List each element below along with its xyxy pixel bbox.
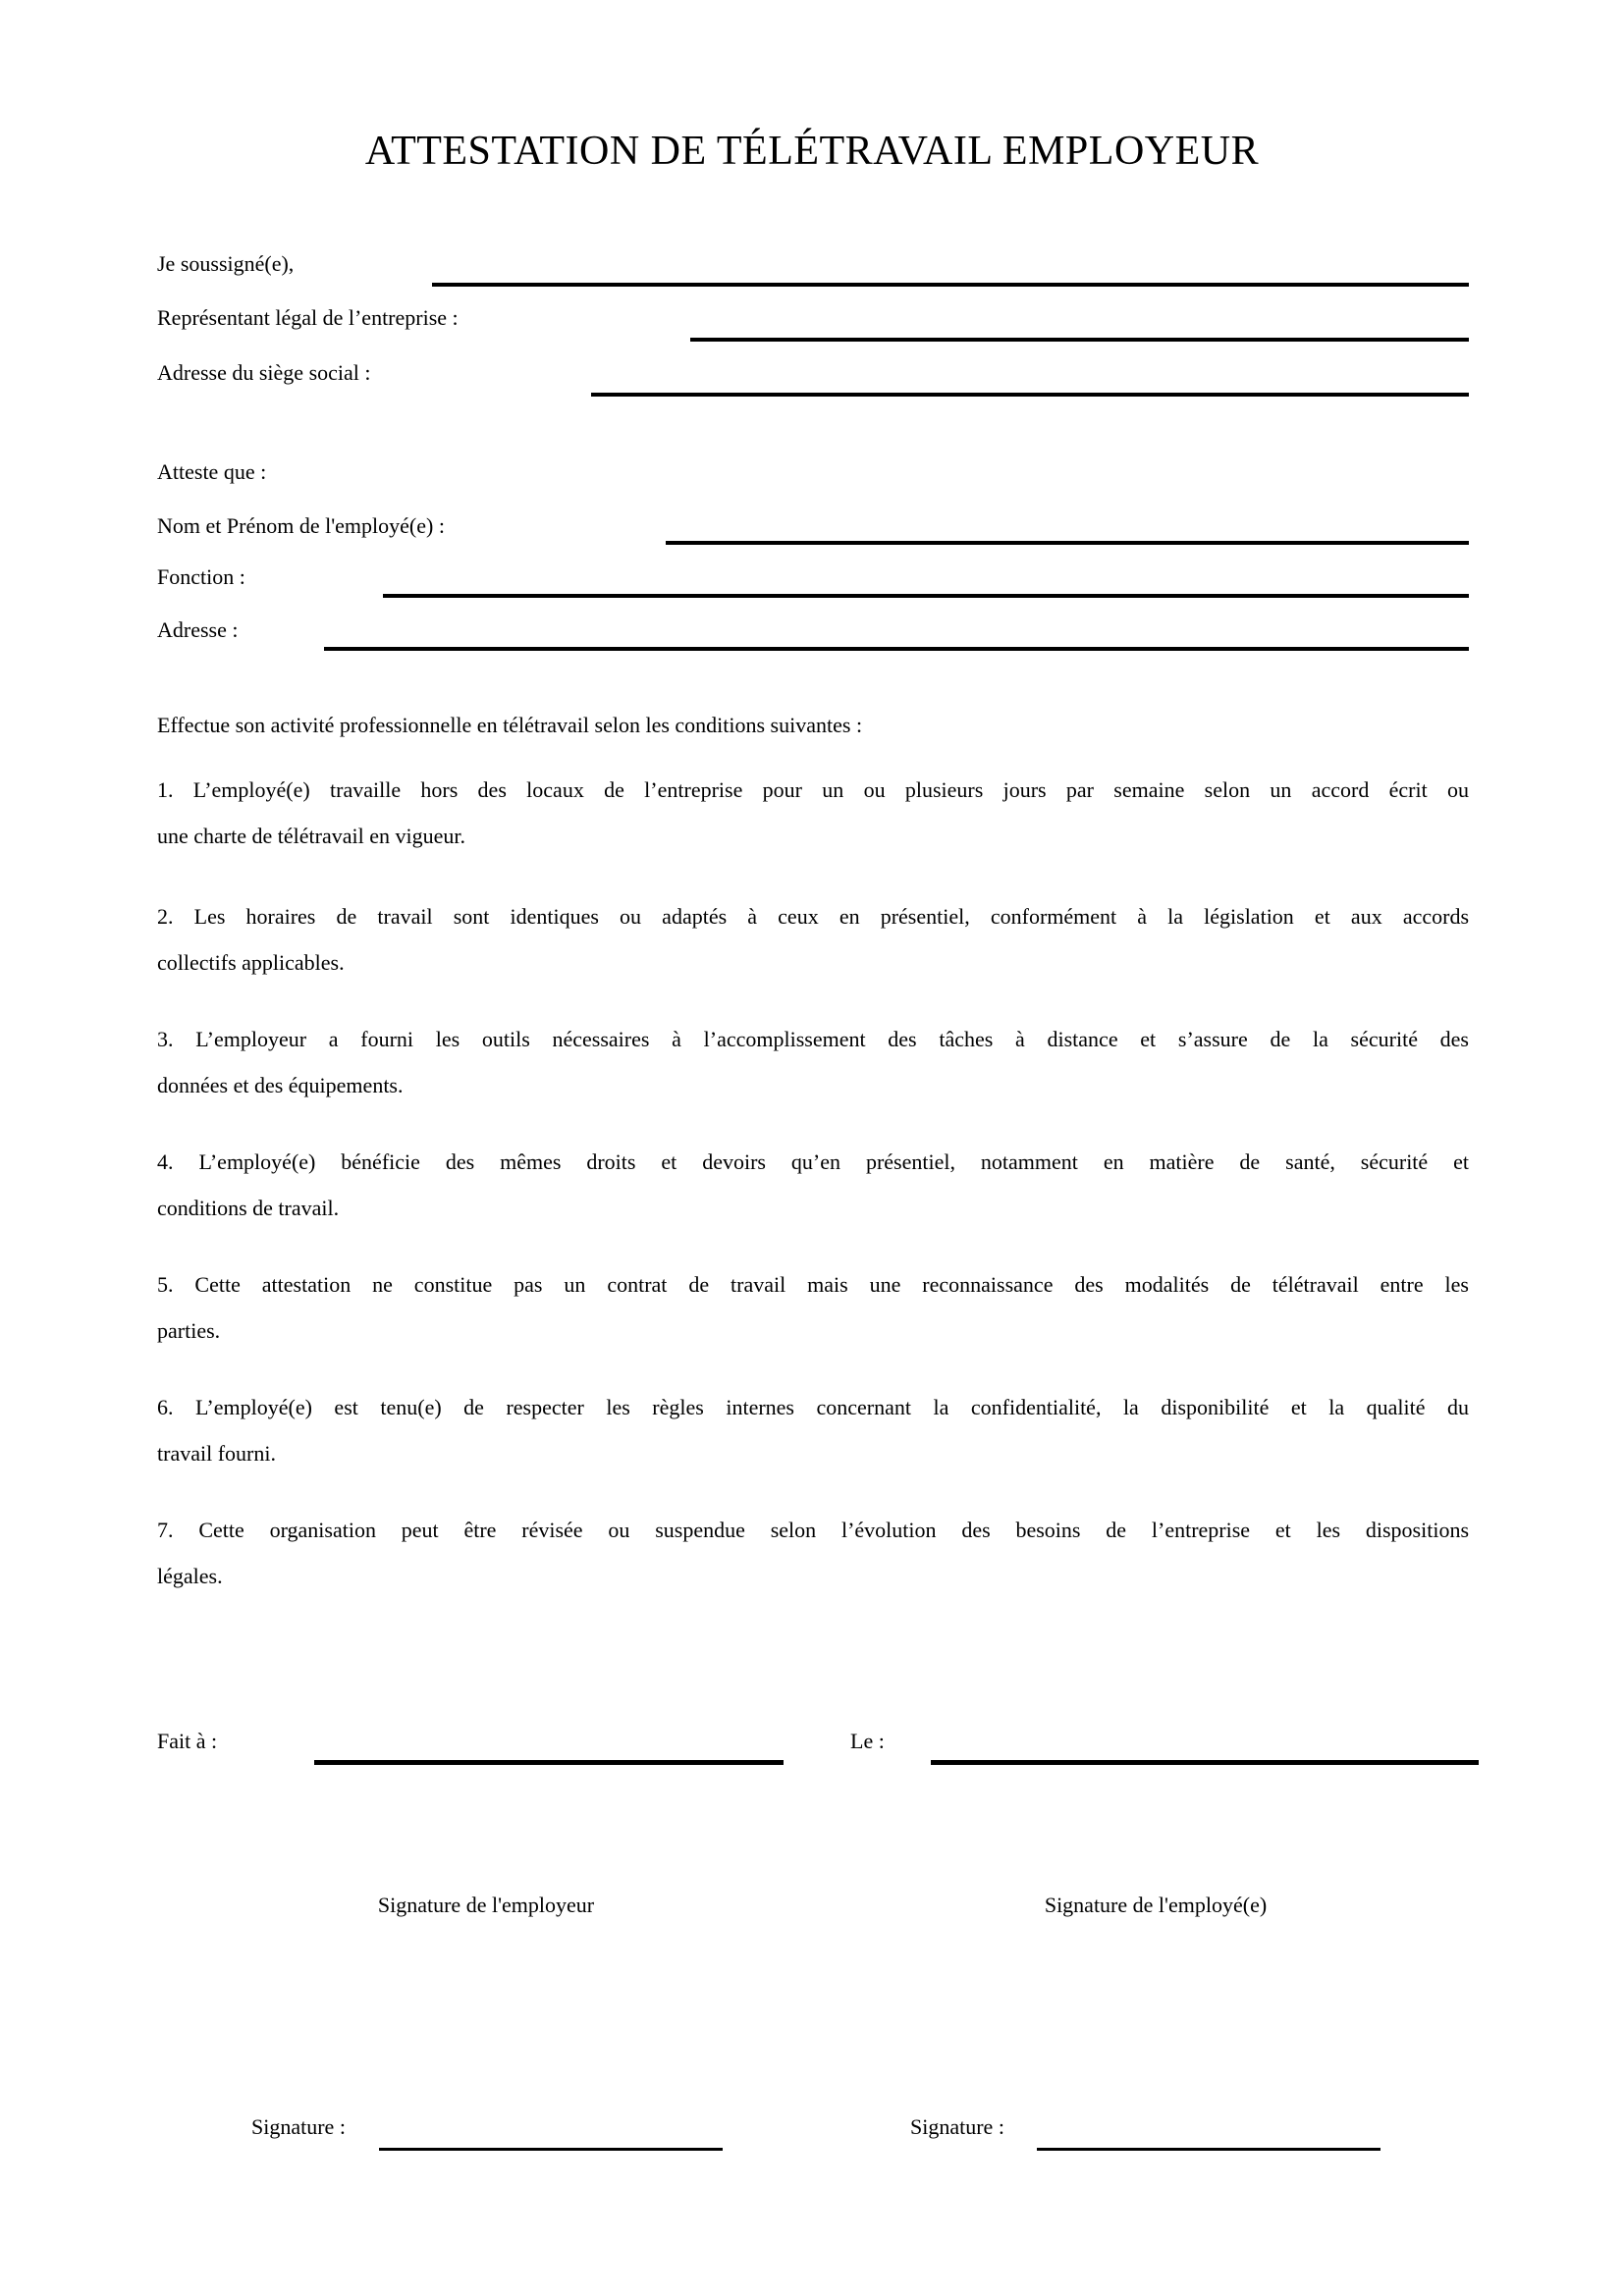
condition-paragraph-1 <box>157 767 1469 859</box>
condition-1-line-1: 1. L’employé(e) travaille hors des locaux de l’entreprise pour un ou plusieurs jours par semaine selon un accord écrit ou <box>157 777 1469 802</box>
condition-3-line-1: 3. L’employeur a fourni les outils nécessaires à l’accomplissement des tâches à distance et s’assure de la sécurité des <box>157 1027 1469 1051</box>
employee-signature-caption: Signature de l'employé(e) <box>1044 1893 1268 1917</box>
field-label-fonction: Fonction : <box>157 564 245 589</box>
field-label-je-soussigne: Je soussigné(e), <box>157 251 295 276</box>
condition-paragraph-6 <box>157 1384 1469 1476</box>
employer-signature-blank-line[interactable] <box>379 2148 723 2151</box>
condition-2-line-2: collectifs applicables. <box>157 950 345 975</box>
condition-paragraph-4 <box>157 1139 1469 1231</box>
condition-paragraph-7 <box>157 1507 1469 1599</box>
employee-signature-field-label: Signature : <box>910 2114 1004 2139</box>
condition-4-line-1: 4. L’employé(e) bénéficie des mêmes droits et devoirs qu’en présentiel, notamment en matière de santé, sécurité et <box>157 1149 1469 1174</box>
condition-6-line-2: travail fourni. <box>157 1441 276 1466</box>
employer-signature-caption: Signature de l'employeur <box>377 1893 595 1917</box>
condition-paragraph-2 <box>157 893 1469 986</box>
blank-line-nom-prenom-employe[interactable] <box>666 541 1469 545</box>
blank-line-je-soussigne[interactable] <box>432 283 1469 287</box>
field-label-fait-a: Fait à : <box>157 1729 218 1753</box>
blank-line-le[interactable] <box>931 1760 1479 1765</box>
condition-1-line-2: une charte de télétravail en vigueur. <box>157 824 465 848</box>
field-label-le: Le : <box>850 1729 885 1753</box>
blank-line-representant-legal[interactable] <box>690 338 1469 342</box>
condition-7-line-1: 7. Cette organisation peut être révisée ou suspendue selon l’évolution des besoins de l’entreprise et les dispositions <box>157 1518 1469 1542</box>
blank-line-fonction[interactable] <box>383 594 1469 598</box>
field-label-representant-legal: Représentant légal de l’entreprise : <box>157 305 459 330</box>
field-label-nom-prenom-employe: Nom et Prénom de l'employé(e) : <box>157 513 445 538</box>
condition-paragraph-3 <box>157 1016 1469 1108</box>
condition-paragraph-5 <box>157 1261 1469 1354</box>
condition-7-line-2: légales. <box>157 1564 223 1588</box>
page-title: ATTESTATION DE TÉLÉTRAVAIL EMPLOYEUR <box>364 129 1260 174</box>
blank-line-adresse-employe[interactable] <box>324 647 1469 651</box>
condition-6-line-1: 6. L’employé(e) est tenu(e) de respecter les règles internes concernant la confidentialité, la disponibilité et la qualité du <box>157 1395 1469 1419</box>
condition-2-line-1: 2. Les horaires de travail sont identiques ou adaptés à ceux en présentiel, conformément à la législation et aux accords <box>157 904 1469 929</box>
field-label-adresse-siege-social: Adresse du siège social : <box>157 360 371 385</box>
employee-signature-blank-line[interactable] <box>1037 2148 1380 2151</box>
condition-3-line-2: données et des équipements. <box>157 1073 404 1097</box>
blank-line-adresse-siege-social[interactable] <box>591 393 1469 397</box>
blank-line-fait-a[interactable] <box>314 1760 784 1765</box>
conditions-intro: Effectue son activité professionnelle en télétravail selon les conditions suivantes : <box>157 713 863 737</box>
condition-5-line-2: parties. <box>157 1318 221 1343</box>
condition-4-line-2: conditions de travail. <box>157 1196 340 1220</box>
field-label-adresse-employe: Adresse : <box>157 617 239 642</box>
employer-signature-field-label: Signature : <box>251 2114 346 2139</box>
atteste-que-heading: Atteste que : <box>157 459 267 484</box>
condition-5-line-1: 5. Cette attestation ne constitue pas un contrat de travail mais une reconnaissance des modalités de télétravail entre les <box>157 1272 1469 1297</box>
